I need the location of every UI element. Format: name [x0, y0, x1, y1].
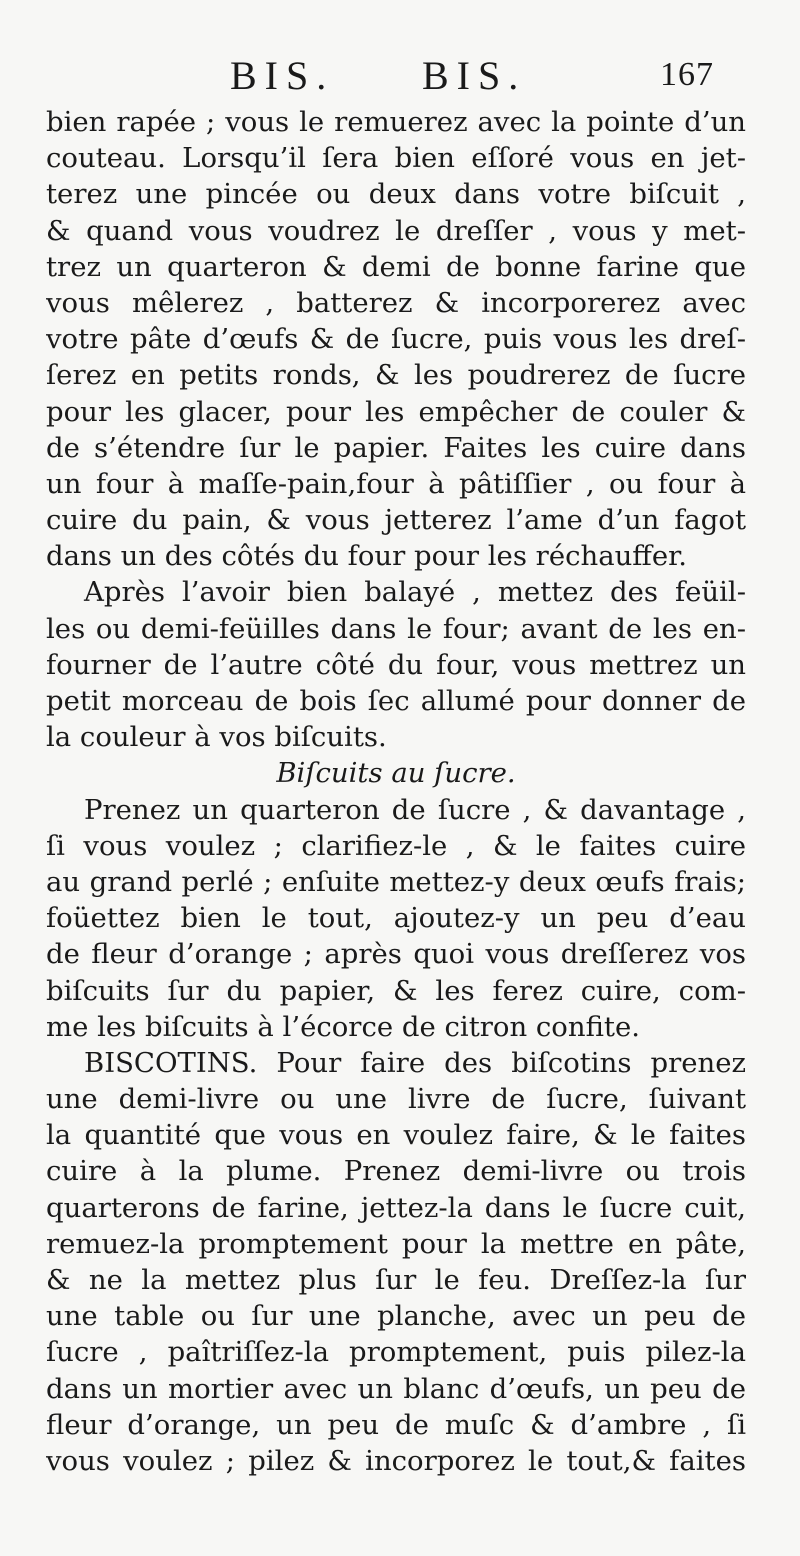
text-line: couteau. Lorsqu’il ſera bien eſſoré vous en jet- [46, 142, 746, 175]
text-line: de s’étendre ſur le papier. Faites les cuire dans [46, 431, 746, 464]
text-line: BISCOTINS. Pour faire des biſcotins prenez [84, 1046, 746, 1079]
text-line: de fleur d’orange ; après quoi vous dreſſerez vos [46, 938, 746, 971]
page-number: 167 [660, 56, 714, 93]
text-line: ſi vous voulez ; clarifiez-le , & le faites cuire [46, 829, 746, 862]
text-line: & ne la mettez plus ſur le feu. Dreſſez-la ſur [46, 1264, 746, 1296]
text-line: Après l’avoir bien balayé , mettez des feüil- [84, 576, 746, 609]
text-line: ſerez en petits ronds, & les poudrerez de ſucre [46, 359, 746, 392]
text-line: biſcuits ſur du papier, & les ferez cuire, com- [46, 974, 746, 1007]
text-line: votre pâte d’œufs & de ſucre, puis vous les dreſ- [46, 323, 746, 356]
text-line: ſucre , paîtriſſez-la promptement, puis pilez-la [46, 1336, 746, 1369]
text-line: pour les glacer, pour les empêcher de couler & [46, 395, 746, 428]
text-line: & quand vous voudrez le dreſſer , vous y met- [46, 214, 746, 247]
text-line: la couleur à vos biſcuits. [46, 721, 387, 754]
text-line: foüettez bien le tout, ajoutez-y un peu d’eau [46, 902, 746, 935]
text-line: dans un mortier avec un blanc d’œufs, un peu de [46, 1372, 746, 1405]
text-line: Prenez un quarteron de ſucre , & davantage , [84, 793, 746, 826]
text-line: une table ou ſur une planche, avec un peu de [46, 1300, 746, 1333]
header-right-word: BIS. [422, 53, 527, 98]
text-line: cuire à la plume. Prenez demi-livre ou trois [46, 1155, 746, 1188]
text-line: cuire du pain, & vous jetterez l’ame d’un fagot [46, 504, 746, 537]
text-line: fourner de l’autre côté du four, vous mettrez un [46, 648, 746, 681]
text-line: quarterons de farine, jettez-la dans le ſucre cuit, [46, 1191, 746, 1224]
text-line: les ou demi-feüilles dans le four; avant de les en- [46, 612, 746, 645]
text-line: au grand perlé ; enſuite mettez-y deux œufs frais; [46, 865, 746, 898]
text-line: une demi-livre ou une livre de ſucre, ſuivant [46, 1083, 746, 1116]
text-line: dans un des côtés du four pour les réchauffer. [46, 540, 687, 573]
text-line: petit morceau de bois ſec allumé pour donner de [46, 685, 746, 717]
running-header [230, 52, 740, 102]
text-line: vous voulez ; pilez & incorporez le tout,& faites [46, 1444, 746, 1477]
text-line: remuez-la promptement pour la mettre en pâte, [46, 1227, 746, 1260]
text-line: la quantité que vous en voulez faire, & le faites [46, 1119, 746, 1152]
text-line: trez un quarteron & demi de bonne farine que [46, 250, 746, 283]
header-left-word: BIS. [230, 53, 335, 98]
text-line: me les biſcuits à l’écorce de citron confite. [46, 1010, 640, 1043]
text-line: fleur d’orange, un peu de muſc & d’ambre , ſi [46, 1408, 746, 1441]
text-line: un four à maſſe-pain,four à pâtiſſier , ou four à [46, 467, 746, 500]
section-heading: Biſcuits au ſucre. [276, 757, 516, 790]
text-line: bien rapée ; vous le remuerez avec la pointe d’un [46, 106, 746, 138]
text-line: vous mêlerez , batterez & incorporerez avec [46, 286, 746, 319]
page-body-text [46, 104, 746, 1479]
text-line: terez une pincée ou deux dans votre biſcuit , [46, 178, 746, 211]
